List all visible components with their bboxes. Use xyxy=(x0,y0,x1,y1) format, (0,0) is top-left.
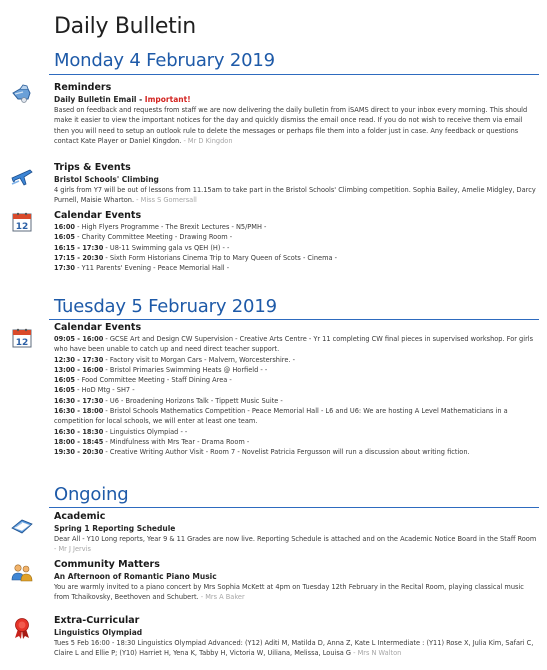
book-icon xyxy=(10,512,34,536)
extra-curricular-section xyxy=(54,615,539,659)
notice-title: Linguistics Olympiad xyxy=(54,628,143,637)
event-item xyxy=(54,385,539,395)
event-time: 16:30 - 18:00 xyxy=(54,407,104,416)
notice-body xyxy=(54,105,539,146)
event-item xyxy=(54,263,539,273)
event-text: - Linguistics Olympiad - - xyxy=(103,427,188,436)
notice-body xyxy=(54,185,539,206)
event-list xyxy=(54,334,539,458)
section-title: Trips & Events xyxy=(54,162,131,173)
notice-title: Spring 1 Reporting Schedule xyxy=(54,524,176,533)
section-title: Calendar Events xyxy=(54,210,142,221)
svg-text:12: 12 xyxy=(15,338,29,348)
event-text: - U8-11 Swimming gala vs QEH (H) - - xyxy=(103,243,230,252)
notice-body xyxy=(54,534,539,555)
event-item xyxy=(54,365,539,375)
notice-author: - Mr D Kingdon xyxy=(181,136,233,145)
divider xyxy=(49,319,539,320)
event-item xyxy=(54,253,539,263)
notice-subtitle: Daily Bulletin Email - xyxy=(54,95,145,104)
event-item xyxy=(54,232,539,242)
event-item xyxy=(54,447,539,457)
section-title: Extra-Curricular xyxy=(54,615,140,626)
event-text: - Charity Committee Meeting - Drawing Room - xyxy=(75,233,233,242)
reminders-section xyxy=(54,82,539,146)
notice-text: 4 girls from Y7 will be out of lessons from 11.15am to take part in the Bristol Schools' Climbing competition. Sophia Bailey, Amelie Midgley, Darcy Purnell, Maisie Wharton. xyxy=(54,186,536,205)
notice-text: Dear All - Y10 Long reports, Year 9 & 11 Grades are now live. Reporting Schedule is attached and on the Academic Notice Board in the Staff Room xyxy=(54,535,537,543)
page-title: Daily Bulletin xyxy=(54,14,196,39)
calendar-section-tuesday xyxy=(54,322,539,458)
event-text: - Creative Writing Author Visit - Room 7 - Novelist Patricia Fergusson will run a discussion about writing fiction. xyxy=(103,448,470,457)
divider xyxy=(49,507,539,508)
event-time: 16:05 xyxy=(54,386,75,395)
event-time: 17:15 - 20:30 xyxy=(54,253,104,262)
event-text: - Bristol Primaries Swimming Heats @ Horfield - - xyxy=(103,365,268,374)
event-text: - Food Committee Meeting - Staff Dining Area - xyxy=(75,376,232,385)
award-ribbon-icon xyxy=(10,616,34,640)
section-title: Community Matters xyxy=(54,559,160,570)
calendar-12-icon xyxy=(10,326,34,350)
event-time: 18:00 - 18:45 xyxy=(54,437,104,446)
event-text: - Bristol Schools Mathematics Competition - Peace Memorial Hall - L6 and U6: We are hosting A Level Mathematicians in a competition for local schools, we will enter at least one team. xyxy=(54,407,508,426)
notice-author: - Mrs A Baker xyxy=(198,593,245,602)
event-time: 17:30 xyxy=(54,264,75,273)
calendar-section-monday xyxy=(54,210,539,273)
notice-text: You are warmly invited to a piano concert by Mrs Sophia McKett at 4pm on Tuesday 12th February in the Recital Room, playing classical music from Tchaikovsky, Beethoven and Schubert. xyxy=(54,583,524,602)
notice-author: - Mrs N Walton xyxy=(351,649,402,658)
event-text: - Mindfulness with Mrs Tear - Drama Room - xyxy=(103,437,250,446)
event-time: 16:30 - 17:30 xyxy=(54,396,104,405)
community-section xyxy=(54,559,539,603)
event-item xyxy=(54,396,539,406)
event-item xyxy=(54,355,539,365)
airplane-icon xyxy=(10,164,34,188)
event-time: 09:05 - 16:00 xyxy=(54,335,104,343)
section-title: Reminders xyxy=(54,82,112,93)
event-item xyxy=(54,222,539,232)
calendar-12-icon xyxy=(10,210,34,234)
section-title: Academic xyxy=(54,511,106,522)
event-item xyxy=(54,334,539,355)
event-item xyxy=(54,437,539,447)
event-time: 16:05 xyxy=(54,376,75,385)
reminder-bell-icon xyxy=(10,83,34,107)
event-item xyxy=(54,427,539,437)
event-item xyxy=(54,375,539,385)
event-item xyxy=(54,243,539,253)
event-text: - HoD Mtg - SH7 - xyxy=(75,386,135,395)
event-text: - Y11 Parents' Evening - Peace Memorial Hall - xyxy=(75,264,230,273)
svg-text:12: 12 xyxy=(15,222,29,232)
event-time: 16:15 - 17:30 xyxy=(54,243,104,252)
event-time: 13:00 - 16:00 xyxy=(54,365,104,374)
event-list xyxy=(54,222,539,273)
trips-section xyxy=(54,162,539,206)
notice-title xyxy=(54,94,539,105)
event-text: - Sixth Form Historians Cinema Trip to Mary Queen of Scots - Cinema - xyxy=(103,253,338,262)
day-heading-ongoing: Ongoing xyxy=(54,484,129,505)
notice-title: An Afternoon of Romantic Piano Music xyxy=(54,572,217,581)
notice-text: Based on feedback and requests from staff we are now delivering the daily bulletin from iSAMS direct to your inbox every morning. This should make it easier to view the important notices for the day and quickly dismiss the email once read. If you do not wish to receive them via email then you will need to setup an outlook rule to delete the messages or perhaps file them into a folder just in case. Any feedback or questions contact Kate Player or Daniel Kingdon. xyxy=(54,106,528,145)
people-icon xyxy=(10,560,34,584)
divider xyxy=(49,74,539,75)
event-time: 16:05 xyxy=(54,233,75,242)
notice-author: - Miss S Gomersall xyxy=(134,196,197,205)
notice-text: Tues 5 Feb 16:00 - 18:30 Linguistics Olympiad Advanced: (Y12) Aditi M, Matilda D, Anna Z, Kate L Intermediate : (Y11) Rose X, Julia Kim, Safari C, Claire L and Ellie P; (Y10) Harriet H, Yena K, Tabby H, Victoria W, Uiliana, Melissa, Louisa G xyxy=(54,639,534,658)
event-time: 12:30 - 17:30 xyxy=(54,355,104,364)
event-time: 16:30 - 18:30 xyxy=(54,427,104,436)
notice-author: - Mr J Jervis xyxy=(54,545,91,554)
event-text: - U6 - Broadening Horizons Talk - Tippett Music Suite - xyxy=(103,396,283,405)
day-heading-tuesday: Tuesday 5 February 2019 xyxy=(54,296,277,317)
event-text: - High Flyers Programme - The Brexit Lectures - N5/PMH - xyxy=(75,223,267,231)
important-flag: Important! xyxy=(144,95,191,104)
event-item xyxy=(54,406,539,427)
day-heading-monday: Monday 4 February 2019 xyxy=(54,50,275,71)
event-time: 16:00 xyxy=(54,223,75,231)
notice-body xyxy=(54,638,539,659)
event-text: - GCSE Art and Design CW Supervision - Creative Arts Centre - Yr 11 completing CW final pieces in supervised workshop. For girls who have been unable to catch up and need direct teacher support. xyxy=(54,335,534,354)
notice-title: Bristol Schools' Climbing xyxy=(54,175,159,184)
event-text: - Factory visit to Morgan Cars - Malvern, Worcestershire. - xyxy=(103,355,295,364)
section-title: Calendar Events xyxy=(54,322,142,333)
notice-body xyxy=(54,582,539,603)
academic-section xyxy=(54,511,539,555)
event-time: 19:30 - 20:30 xyxy=(54,448,104,457)
